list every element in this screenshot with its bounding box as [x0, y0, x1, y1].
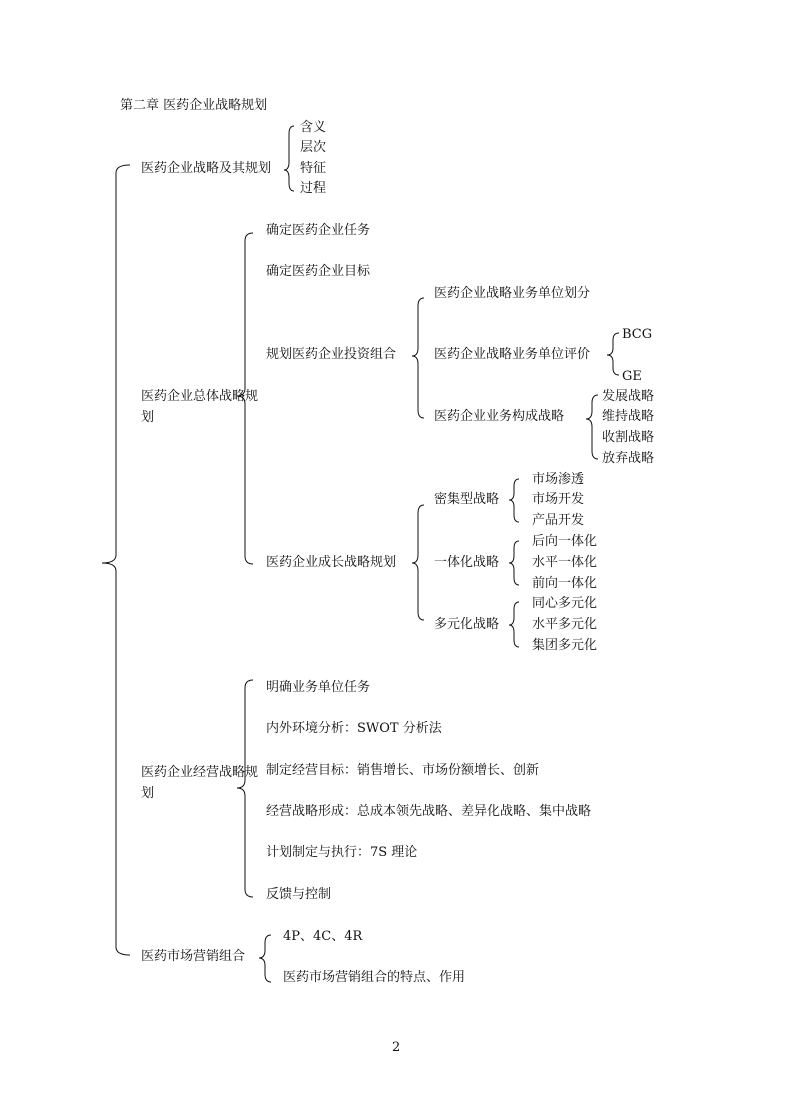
- s3-title: 医药企业经营战略规划: [141, 765, 259, 801]
- composition-item: 收割战略: [602, 430, 655, 445]
- portfolio-item: 医药企业战略业务单位划分: [434, 286, 591, 301]
- s4-title: 医药市场营销组合: [141, 949, 246, 964]
- s3-item: 反馈与控制: [266, 887, 332, 902]
- portfolio-item: 医药企业业务构成战略: [434, 409, 565, 424]
- portfolio-item: 医药企业战略业务单位评价: [434, 347, 591, 362]
- s2-item-goal: 确定医药企业目标: [266, 264, 371, 279]
- s1-title: 医药企业战略及其规划: [141, 161, 272, 176]
- growth-item: 后向一体化: [532, 534, 598, 549]
- growth-item: 市场开发: [532, 492, 585, 507]
- s3-item: 计划制定与执行：7S 理论: [266, 845, 418, 860]
- s2-item-task: 确定医药企业任务: [266, 223, 371, 238]
- eval-item-ge: GE: [622, 369, 642, 384]
- s1-brace: [284, 126, 294, 191]
- growth-item: 同心多元化: [532, 596, 598, 611]
- s3-item: 内外环境分析：SWOT 分析法: [266, 721, 442, 736]
- growth-item: 水平一体化: [532, 555, 598, 570]
- composition-item: 放弃战略: [602, 451, 655, 466]
- s4-item: 4P、4C、4R: [283, 929, 363, 944]
- s4-item: 医药市场营销组合的特点、作用: [283, 970, 466, 985]
- composition-item: 维持战略: [602, 409, 655, 424]
- s1-item: 层次: [300, 140, 327, 155]
- growth-item: 前向一体化: [532, 576, 598, 591]
- s3-item: 经营战略形成：总成本领先战略、差异化战略、集中战略: [266, 804, 592, 819]
- s2-portfolio-title: 规划医药企业投资组合: [266, 347, 397, 362]
- growth-item: 集团多元化: [532, 638, 598, 653]
- portfolio-brace: [412, 298, 424, 418]
- chapter-title: 第二章 医药企业战略规划: [120, 98, 268, 113]
- s3-item: 明确业务单位任务: [266, 680, 371, 695]
- growth-strategy: 一体化战略: [434, 555, 500, 570]
- main-brace: [102, 165, 130, 955]
- eval-brace: [607, 333, 619, 375]
- growth-item: 产品开发: [532, 513, 585, 528]
- s1-item: 过程: [300, 181, 327, 196]
- s4-brace: [259, 935, 271, 982]
- page-number: 2: [392, 1040, 401, 1055]
- s1-item: 含义: [300, 120, 327, 135]
- integration-brace: [509, 541, 519, 585]
- growth-item: 市场渗透: [532, 472, 585, 487]
- intensive-brace: [509, 479, 519, 522]
- growth-brace: [412, 505, 424, 620]
- s2-growth-title: 医药企业成长战略规划: [266, 555, 397, 570]
- growth-strategy: 多元化战略: [434, 617, 500, 632]
- growth-strategy: 密集型战略: [434, 492, 500, 507]
- composition-item: 发展战略: [602, 389, 655, 404]
- diversification-brace: [509, 602, 519, 647]
- eval-item-bcg: BCG: [622, 327, 653, 342]
- composition-brace: [586, 395, 598, 459]
- s3-item: 制定经营目标：销售增长、市场份额增长、创新: [266, 763, 540, 778]
- growth-item: 水平多元化: [532, 617, 598, 632]
- s2-title: 医药企业总体战略规划: [141, 389, 259, 425]
- s1-item: 特征: [300, 161, 327, 176]
